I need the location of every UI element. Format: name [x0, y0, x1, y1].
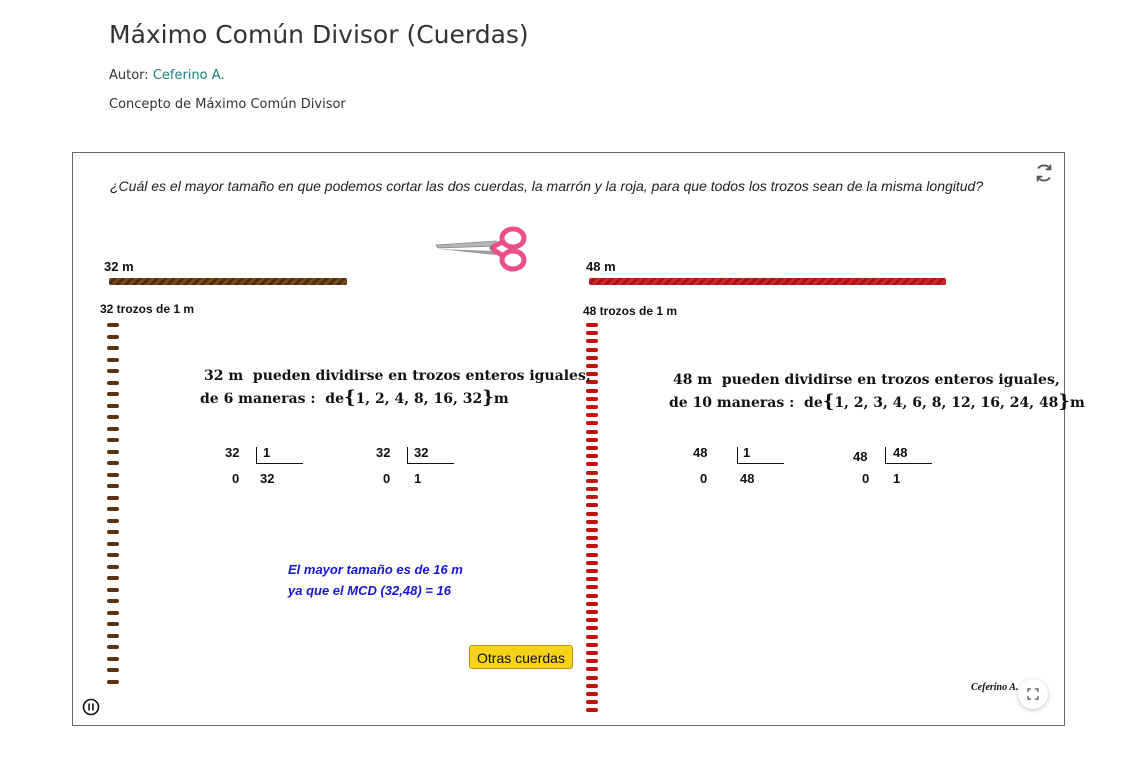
rope-piece [107, 519, 119, 523]
signature: Ceferino A. [971, 682, 1019, 693]
answer-line-1: El mayor tamaño es de 16 m [288, 562, 463, 577]
rope-piece [107, 565, 119, 569]
rope-piece [586, 635, 598, 639]
rope-piece [107, 588, 119, 592]
right-divisible-line [673, 372, 1060, 388]
right-length-value: 48 m [673, 372, 713, 388]
rope-piece [107, 484, 119, 488]
left-ways-line: de 6 maneras : de{1, 2, 4, 8, 16, 32}m [200, 387, 509, 408]
rope-piece [586, 503, 598, 507]
other-ropes-button[interactable]: Otras cuerdas [469, 645, 573, 669]
left-length-label: 32 m [104, 259, 134, 274]
rope-piece [586, 348, 598, 352]
pause-icon[interactable] [82, 698, 100, 721]
left-divisible-line [204, 368, 591, 384]
division-remainder: 0 [700, 471, 708, 486]
rope-piece [586, 684, 598, 688]
red-rope[interactable] [589, 278, 946, 285]
division-dividend: 32 [376, 445, 391, 460]
right-ways-text: de 10 maneras : [669, 395, 795, 411]
fullscreen-icon[interactable] [1018, 679, 1048, 709]
right-divisors-prefix: de [804, 395, 823, 411]
rope-piece [107, 415, 119, 419]
rope-piece [586, 569, 598, 573]
division-divisor: 32 [414, 445, 429, 460]
division-divisor: 1 [263, 445, 271, 460]
rope-piece [107, 346, 119, 350]
rope-piece [107, 461, 119, 465]
rope-piece [586, 700, 598, 704]
rope-piece [586, 430, 598, 434]
division-quotient: 1 [414, 471, 422, 486]
rope-piece [586, 339, 598, 343]
right-length-label: 48 m [586, 259, 616, 274]
rope-piece [586, 692, 598, 696]
brown-rope[interactable] [109, 278, 347, 285]
left-length-value: 32 m [204, 368, 244, 384]
rope-piece [586, 667, 598, 671]
right-divisors-set: 1, 2, 3, 4, 6, 8, 12, 16, 24, 48 [834, 395, 1059, 411]
rope-piece [107, 335, 119, 339]
rope-piece [586, 585, 598, 589]
rope-piece [586, 487, 598, 491]
rope-piece [586, 643, 598, 647]
division-dividend: 48 [853, 449, 868, 464]
rope-piece [107, 553, 119, 557]
rope-piece [586, 471, 598, 475]
question-text: ¿Cuál es el mayor tamaño en que podemos cortar las dos cuerdas, la marrón y la roja, para que todos los trozos sean de la misma longitud? [110, 178, 984, 194]
division-quotient: 48 [740, 471, 755, 486]
left-ways-text: de 6 maneras : [200, 391, 316, 407]
author-line [109, 68, 225, 83]
rope-piece [586, 462, 598, 466]
rope-piece [586, 331, 598, 335]
rope-piece [586, 577, 598, 581]
rope-piece [586, 536, 598, 540]
brown-pieces-column [107, 323, 121, 703]
rope-piece [107, 381, 119, 385]
rope-piece [107, 392, 119, 396]
rope-piece [107, 645, 119, 649]
division-remainder: 0 [862, 471, 870, 486]
rope-piece [586, 708, 598, 712]
division-dividend: 32 [225, 445, 240, 460]
rope-piece [107, 657, 119, 661]
right-divisible-text: pueden dividirse en trozos enteros iguales, [721, 372, 1060, 388]
left-divisors-prefix: de [325, 391, 344, 407]
rope-piece [107, 530, 119, 534]
rope-piece [586, 495, 598, 499]
rope-piece [586, 544, 598, 548]
rope-piece [107, 507, 119, 511]
rope-piece [107, 680, 119, 684]
left-pieces-label: 32 trozos de 1 m [100, 302, 195, 316]
right-pieces-label: 48 trozos de 1 m [583, 304, 678, 318]
rope-piece [586, 676, 598, 680]
rope-piece [107, 323, 119, 327]
rope-piece [586, 594, 598, 598]
answer-line-2: ya que el MCD (32,48) = 16 [288, 583, 451, 598]
rope-piece [586, 389, 598, 393]
rope-piece [586, 323, 598, 327]
rope-piece [586, 602, 598, 606]
description: Concepto de Máximo Común Divisor [109, 97, 346, 112]
rope-piece [586, 610, 598, 614]
rope-piece [586, 479, 598, 483]
rope-piece [107, 369, 119, 373]
rope-piece [107, 668, 119, 672]
rope-piece [107, 622, 119, 626]
division-dividend: 48 [693, 445, 708, 460]
division-remainder: 0 [383, 471, 391, 486]
left-divisible-text: pueden dividirse en trozos enteros iguales, [252, 368, 591, 384]
division-divisor: 48 [893, 445, 908, 460]
rope-piece [107, 599, 119, 603]
rope-piece [586, 553, 598, 557]
rope-piece [586, 421, 598, 425]
rope-piece [586, 561, 598, 565]
rope-piece [107, 576, 119, 580]
rope-piece [107, 496, 119, 500]
rope-piece [107, 611, 119, 615]
rope-piece [586, 512, 598, 516]
rope-piece [107, 438, 119, 442]
rope-piece [586, 651, 598, 655]
rope-piece [586, 356, 598, 360]
answer-text [288, 559, 463, 601]
rope-piece [586, 659, 598, 663]
rope-piece [586, 405, 598, 409]
division-remainder: 0 [232, 471, 240, 486]
page-title: Máximo Común Divisor (Cuerdas) [109, 20, 529, 49]
author-link[interactable]: Ceferino A. [152, 68, 225, 83]
rope-piece [586, 528, 598, 532]
right-divisors-unit: m [1070, 395, 1085, 411]
author-label: Autor: [109, 68, 149, 83]
division-quotient: 1 [893, 471, 901, 486]
rope-piece [586, 446, 598, 450]
rope-piece [586, 413, 598, 417]
geogebra-applet[interactable] [72, 152, 1085, 726]
rope-piece [586, 618, 598, 622]
rope-piece [107, 634, 119, 638]
rope-piece [107, 404, 119, 408]
rope-piece [107, 473, 119, 477]
rope-piece [107, 358, 119, 362]
scissors-icon[interactable] [436, 225, 528, 278]
rope-piece [107, 427, 119, 431]
rope-piece [586, 520, 598, 524]
rope-piece [586, 454, 598, 458]
refresh-icon[interactable] [1033, 162, 1055, 189]
division-quotient: 32 [260, 471, 275, 486]
left-divisors-unit: m [493, 391, 509, 407]
rope-piece [107, 450, 119, 454]
rope-piece [586, 397, 598, 401]
rope-piece [586, 438, 598, 442]
left-divisors-set: 1, 2, 4, 8, 16, 32 [355, 391, 483, 407]
rope-piece [586, 626, 598, 630]
right-ways-line: de 10 maneras : de{1, 2, 3, 4, 6, 8, 12, 16, 24, 48}m [669, 391, 1085, 412]
rope-piece [107, 542, 119, 546]
division-divisor: 1 [743, 445, 751, 460]
